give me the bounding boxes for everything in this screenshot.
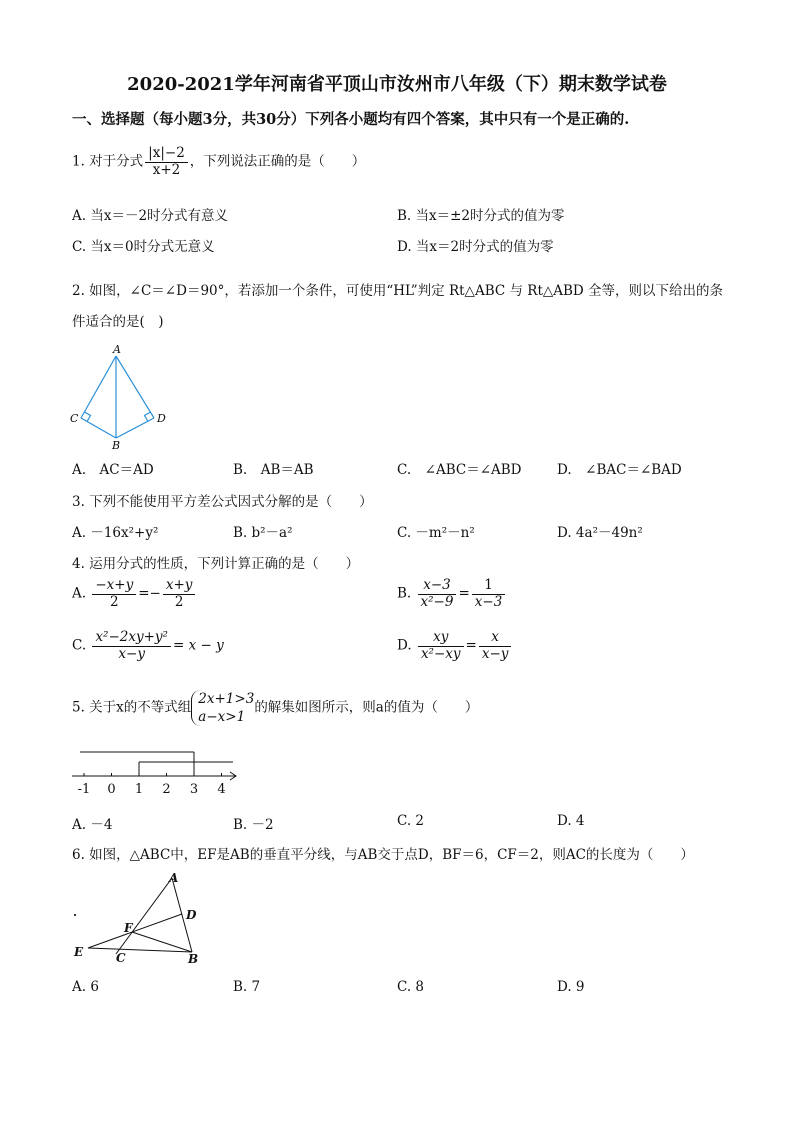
q2-label-b: B: [112, 439, 121, 452]
q6-dot-mark: [74, 914, 76, 916]
q5-inequality-1: 2x+1>3: [198, 691, 255, 707]
q1-option-b: B. 当x＝±2时分式的值为零: [397, 208, 565, 224]
q1-fraction-denominator: x+2: [152, 161, 181, 178]
q6-segment-ed: [88, 914, 182, 948]
q1-prefix: 1. 对于分式: [72, 153, 144, 170]
q1-option-a: A. 当x＝－2时分式有意义: [72, 208, 229, 224]
paper-title: 2020-2021学年河南省平顶山市汝州市八年级（下）期末数学试卷: [127, 74, 667, 95]
q4-b-right-num: 1: [472, 578, 506, 595]
q4-d-right-num: x: [479, 630, 512, 647]
q3-option-b: B. b²－a²: [233, 525, 293, 541]
q5-inequality-system: [191, 690, 254, 726]
q4-c-left-fraction: [92, 630, 171, 662]
q5-tick-label: 3: [189, 782, 199, 797]
question-2-stem-line2: 件适合的是( ): [72, 314, 164, 330]
q1-suffix: ，下列说法正确的是（ ）: [189, 153, 366, 170]
q6-segment-eb: [88, 948, 192, 952]
q2-option-a: A. AC＝AD: [72, 462, 154, 478]
q4-a-right-num: x+y: [163, 578, 196, 595]
q2-segment-cb: [81, 418, 116, 438]
q5-tick-label: 4: [217, 782, 226, 797]
q5-option-a: A. －4: [72, 817, 113, 833]
q1-fraction-numerator: |x|−2: [145, 146, 188, 163]
q4-d-label: D.: [397, 637, 412, 654]
q2-label-c: C: [70, 412, 79, 425]
q2-segment-ad: [116, 356, 154, 418]
q2-option-c: C. ∠ABC＝∠ABD: [397, 462, 522, 478]
q5-tick-label: 2: [162, 782, 171, 797]
q4-a-right-den: 2: [174, 593, 184, 610]
q6-option-a: A. 6: [72, 979, 99, 995]
q6-label-a: A: [169, 871, 179, 885]
question-4-stem: 4. 运用分式的性质，下列计算正确的是（ ）: [72, 556, 360, 572]
q5-suffix: 的解集如图所示，则a的值为（ ）: [254, 699, 479, 716]
q4-a-left-fraction: [92, 578, 136, 610]
q5-option-c: C. 2: [397, 813, 425, 829]
q5-number-line: [68, 744, 248, 800]
q5-inequality-2: a−x>1: [198, 709, 246, 726]
q6-segment-fb: [132, 932, 192, 952]
q5-option-b: B. －2: [233, 817, 274, 833]
q4-d-left-fraction: [418, 630, 464, 662]
q6-option-d: D. 9: [557, 979, 585, 995]
q3-option-a: A. －16x²+y²: [72, 525, 159, 541]
question-2-stem-line1: 2. 如图，∠C＝∠D＝90°，若添加一个条件，可使用“HL”判定 Rt△ABC 与 Rt△ABD 全等，则以下给出的条: [72, 283, 724, 299]
q6-label-c: C: [116, 951, 126, 965]
q4-b-right-fraction: [472, 578, 506, 610]
q1-option-d: D. 当x＝2时分式的值为零: [397, 239, 554, 255]
q5-tick-label: 0: [107, 782, 116, 797]
q4-b-right-den: x−3: [474, 593, 503, 610]
q2-label-d: D: [157, 412, 166, 425]
q4-c-label: C.: [72, 637, 87, 654]
q4-a-label: A.: [72, 585, 87, 602]
q4-a-left-num: −x+y: [92, 578, 136, 595]
q4-d-left-num: xy: [418, 630, 464, 647]
q4-b-left-den: x²−9: [420, 593, 454, 610]
q1-option-c: C. 当x＝0时分式无意义: [72, 239, 215, 255]
q4-a-equals: =−: [138, 585, 161, 602]
q4-option-d: [397, 630, 513, 662]
question-6-stem: 6. 如图，△ABC中，EF是AB的垂直平分线，与AB交于点D，BF＝6，CF＝2，则AC的长度为（ ）: [72, 847, 694, 863]
q4-a-left-den: 2: [109, 593, 119, 610]
q4-d-right-fraction: [479, 630, 512, 662]
q6-triangle-figure: [70, 868, 210, 968]
q2-option-d: D. ∠BAC＝∠BAD: [557, 462, 682, 478]
q4-option-b: [397, 578, 507, 610]
q6-label-e: E: [74, 945, 84, 959]
q6-option-b: B. 7: [233, 979, 261, 995]
q1-fraction: [145, 146, 188, 178]
q2-label-a: A: [113, 343, 121, 356]
q4-b-left-num: x−3: [418, 578, 457, 595]
q4-c-left-num: x²−2xy+y²: [92, 630, 171, 647]
q4-d-right-den: x−y: [481, 645, 509, 662]
q4-b-left-fraction: [418, 578, 457, 610]
q2-option-b: B. AB＝AB: [233, 462, 314, 478]
question-3-stem: 3. 下列不能使用平方差公式因式分解的是（ ）: [72, 494, 373, 510]
q4-c-equals: = x − y: [172, 637, 224, 654]
q2-segment-ac: [81, 356, 116, 418]
q3-option-c: C. －m²－n²: [397, 525, 475, 541]
q4-a-right-fraction: [163, 578, 196, 610]
q5-tick-label: 1: [134, 782, 144, 797]
q2-kite-figure: [66, 342, 176, 452]
q4-d-equals: =: [465, 637, 477, 654]
section-heading: 一、选择题（每小题3分，共30分）下列各小题均有四个答案，其中只有一个是正确的.: [72, 111, 630, 128]
question-5-stem: [72, 690, 478, 726]
question-1-stem: [72, 146, 365, 178]
q4-c-left-den: x−y: [118, 645, 145, 662]
q4-option-c: [72, 630, 224, 662]
q6-option-c: C. 8: [397, 979, 425, 995]
q5-prefix: 5. 关于x的不等式组: [72, 699, 192, 716]
q4-b-label: B.: [397, 585, 412, 602]
q6-label-f: F: [124, 921, 133, 935]
q4-d-left-den: x²−xy: [420, 645, 461, 662]
q5-option-d: D. 4: [557, 813, 585, 829]
q5-tick-label: -1: [77, 782, 91, 797]
q4-option-a: [72, 578, 197, 610]
q3-option-d: D. 4a²－49n²: [557, 525, 643, 541]
q6-label-d: D: [186, 908, 197, 922]
q4-b-equals: =: [458, 585, 470, 602]
q6-label-b: B: [188, 952, 199, 966]
